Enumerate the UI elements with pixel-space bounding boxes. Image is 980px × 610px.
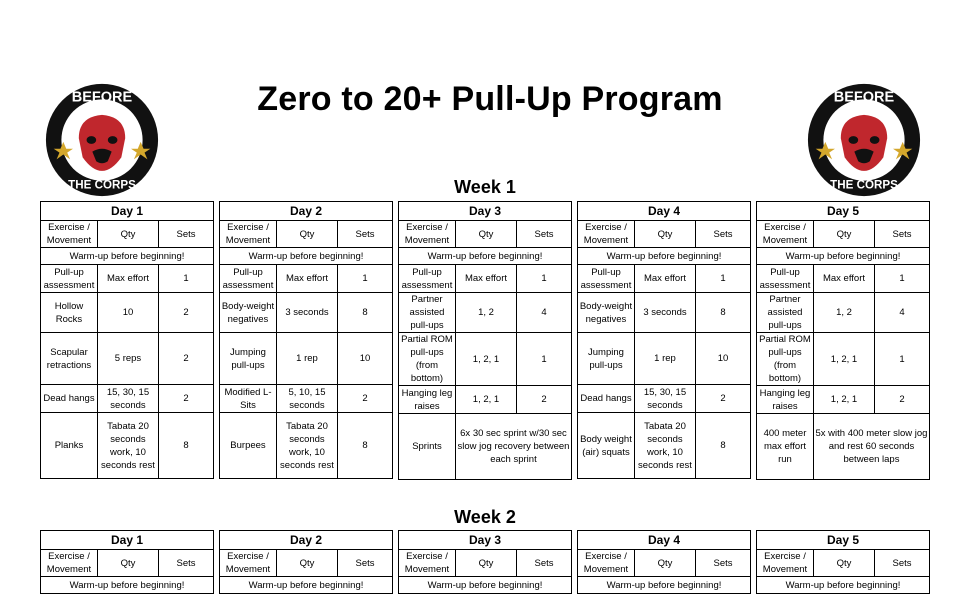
- table-row: [757, 386, 930, 414]
- sets-cell: 8: [338, 413, 393, 479]
- qty-cell: 1 rep: [634, 333, 695, 385]
- column-header-qty: Qty: [813, 221, 874, 248]
- exercise-cell: Hanging leg raises: [399, 386, 456, 414]
- page-title: Zero to 20+ Pull-Up Program: [257, 80, 723, 118]
- day-title: Day 2: [220, 202, 393, 221]
- column-header-sets: Sets: [517, 550, 572, 577]
- exercise-cell: Partial ROM pull-ups (from bottom): [399, 333, 456, 386]
- column-header-exercise: Exercise / Movement: [757, 550, 814, 577]
- qty-cell: 1, 2, 1: [813, 333, 874, 386]
- column-header-qty: Qty: [97, 550, 158, 577]
- day-table: [219, 530, 393, 594]
- column-header-sets: Sets: [159, 550, 214, 577]
- table-row: [757, 414, 930, 480]
- table-row: [220, 385, 393, 413]
- exercise-cell: Partial ROM pull-ups (from bottom): [757, 333, 814, 386]
- sets-cell: 2: [159, 333, 214, 385]
- sets-cell: 2: [875, 386, 930, 414]
- column-header-exercise: Exercise / Movement: [399, 221, 456, 248]
- column-header-exercise: Exercise / Movement: [578, 221, 635, 248]
- week-2-schedule: [40, 530, 932, 610]
- table-row: [41, 333, 214, 385]
- day-title: Day 3: [399, 202, 572, 221]
- sets-cell: 4: [517, 293, 572, 333]
- sets-cell: 1: [338, 265, 393, 293]
- column-header-exercise: Exercise / Movement: [578, 550, 635, 577]
- day-title: Day 4: [578, 202, 751, 221]
- column-header-exercise: Exercise / Movement: [41, 550, 98, 577]
- table-row: [220, 333, 393, 385]
- column-header-sets: Sets: [875, 550, 930, 577]
- column-header-qty: Qty: [276, 221, 337, 248]
- sets-cell: 8: [159, 413, 214, 479]
- exercise-cell: Pull-up assessment: [399, 265, 456, 293]
- column-header-exercise: Exercise / Movement: [399, 550, 456, 577]
- exercise-cell: Modified L-Sits: [220, 385, 277, 413]
- warmup-note: Warm-up before beginning!: [399, 577, 572, 594]
- table-row: [399, 333, 572, 386]
- sets-cell: 2: [517, 386, 572, 414]
- sets-cell: 8: [696, 413, 751, 479]
- column-header-qty: Qty: [455, 221, 516, 248]
- column-header-exercise: Exercise / Movement: [41, 221, 98, 248]
- exercise-cell: Dead hangs: [578, 385, 635, 413]
- column-header-sets: Sets: [696, 550, 751, 577]
- qty-cell: 5 reps: [97, 333, 158, 385]
- svg-text:BEFORE: BEFORE: [833, 89, 895, 106]
- table-row: [399, 265, 572, 293]
- day-table: [577, 530, 751, 594]
- sets-cell: 2: [338, 385, 393, 413]
- qty-cell: Max effort: [634, 265, 695, 293]
- exercise-cell: Scapular retractions: [41, 333, 98, 385]
- column-header-sets: Sets: [338, 221, 393, 248]
- qty-cell: Tabata 20 seconds work, 10 seconds rest: [276, 413, 337, 479]
- exercise-cell: Burpees: [220, 413, 277, 479]
- exercise-cell: Pull-up assessment: [220, 265, 277, 293]
- day-table: [398, 201, 572, 480]
- exercise-cell: Body-weight negatives: [220, 293, 277, 333]
- qty-cell: 15, 30, 15 seconds: [97, 385, 158, 413]
- qty-cell: Max effort: [455, 265, 516, 293]
- day-table: [398, 530, 572, 594]
- exercise-cell: Planks: [41, 413, 98, 479]
- warmup-note: Warm-up before beginning!: [220, 248, 393, 265]
- column-header-sets: Sets: [338, 550, 393, 577]
- qty-cell: Max effort: [276, 265, 337, 293]
- day-table: [40, 201, 214, 479]
- week-1-heading: Week 1: [454, 177, 516, 197]
- exercise-cell: Partner assisted pull-ups: [757, 293, 814, 333]
- sets-cell: 8: [338, 293, 393, 333]
- day-title: Day 5: [757, 202, 930, 221]
- exercise-cell: Hanging leg raises: [757, 386, 814, 414]
- table-row: [399, 386, 572, 414]
- day-table: [219, 201, 393, 479]
- table-row: [399, 293, 572, 333]
- qty-sets-cell: 5x with 400 meter slow jog and rest 60 seconds between laps: [813, 414, 929, 480]
- svg-text:THE CORPS: THE CORPS: [830, 178, 898, 192]
- sets-cell: 2: [696, 385, 751, 413]
- qty-cell: Max effort: [813, 265, 874, 293]
- sets-cell: 1: [159, 265, 214, 293]
- exercise-cell: Pull-up assessment: [41, 265, 98, 293]
- warmup-note: Warm-up before beginning!: [757, 248, 930, 265]
- column-header-qty: Qty: [276, 550, 337, 577]
- qty-cell: 1, 2, 1: [813, 386, 874, 414]
- column-header-qty: Qty: [97, 221, 158, 248]
- table-row: [578, 293, 751, 333]
- qty-cell: Max effort: [97, 265, 158, 293]
- qty-cell: Tabata 20 seconds work, 10 seconds rest: [634, 413, 695, 479]
- table-row: [220, 265, 393, 293]
- qty-cell: 1, 2: [455, 293, 516, 333]
- sets-cell: 4: [875, 293, 930, 333]
- exercise-cell: Hollow Rocks: [41, 293, 98, 333]
- day-title: Day 1: [41, 531, 214, 550]
- day-title: Day 3: [399, 531, 572, 550]
- exercise-cell: Jumping pull-ups: [220, 333, 277, 385]
- table-row: [578, 385, 751, 413]
- table-row: [220, 293, 393, 333]
- exercise-cell: Body-weight negatives: [578, 293, 635, 333]
- sets-cell: 2: [159, 293, 214, 333]
- sets-cell: 8: [696, 293, 751, 333]
- column-header-qty: Qty: [455, 550, 516, 577]
- sets-cell: 2: [159, 385, 214, 413]
- exercise-cell: Body weight (air) squats: [578, 413, 635, 479]
- column-header-exercise: Exercise / Movement: [220, 221, 277, 248]
- week-2-heading: Week 2: [454, 507, 516, 527]
- table-row: [41, 265, 214, 293]
- exercise-cell: Pull-up assessment: [578, 265, 635, 293]
- exercise-cell: Pull-up assessment: [757, 265, 814, 293]
- column-header-qty: Qty: [813, 550, 874, 577]
- table-row: [41, 413, 214, 479]
- qty-sets-cell: 6x 30 sec sprint w/30 sec slow jog recovery between each sprint: [455, 414, 571, 480]
- table-row: [578, 265, 751, 293]
- sets-cell: 1: [517, 265, 572, 293]
- qty-cell: 3 seconds: [634, 293, 695, 333]
- day-title: Day 4: [578, 531, 751, 550]
- table-row: [578, 413, 751, 479]
- exercise-cell: Jumping pull-ups: [578, 333, 635, 385]
- day-table: [756, 201, 930, 480]
- day-title: Day 1: [41, 202, 214, 221]
- table-row: [757, 265, 930, 293]
- warmup-note: Warm-up before beginning!: [757, 577, 930, 594]
- table-row: [41, 385, 214, 413]
- qty-cell: Tabata 20 seconds work, 10 seconds rest: [97, 413, 158, 479]
- column-header-exercise: Exercise / Movement: [220, 550, 277, 577]
- table-row: [757, 333, 930, 386]
- day-title: Day 5: [757, 531, 930, 550]
- exercise-cell: Dead hangs: [41, 385, 98, 413]
- qty-cell: 1, 2: [813, 293, 874, 333]
- sets-cell: 1: [517, 333, 572, 386]
- qty-cell: 1, 2, 1: [455, 386, 516, 414]
- table-row: [220, 413, 393, 479]
- sets-cell: 10: [338, 333, 393, 385]
- column-header-qty: Qty: [634, 221, 695, 248]
- column-header-sets: Sets: [875, 221, 930, 248]
- sets-cell: 1: [696, 265, 751, 293]
- warmup-note: Warm-up before beginning!: [41, 577, 214, 594]
- exercise-cell: 400 meter max effort run: [757, 414, 814, 480]
- warmup-note: Warm-up before beginning!: [578, 248, 751, 265]
- qty-cell: 5, 10, 15 seconds: [276, 385, 337, 413]
- week-1-schedule: [40, 201, 932, 480]
- table-row: [399, 414, 572, 480]
- sets-cell: 1: [875, 265, 930, 293]
- svg-text:BEFORE: BEFORE: [71, 89, 133, 106]
- qty-cell: 3 seconds: [276, 293, 337, 333]
- qty-cell: 15, 30, 15 seconds: [634, 385, 695, 413]
- qty-cell: 1 rep: [276, 333, 337, 385]
- table-row: [757, 293, 930, 333]
- column-header-exercise: Exercise / Movement: [757, 221, 814, 248]
- warmup-note: Warm-up before beginning!: [578, 577, 751, 594]
- day-table: [40, 530, 214, 594]
- column-header-sets: Sets: [696, 221, 751, 248]
- sets-cell: 1: [875, 333, 930, 386]
- exercise-cell: Sprints: [399, 414, 456, 480]
- warmup-note: Warm-up before beginning!: [399, 248, 572, 265]
- qty-cell: 10: [97, 293, 158, 333]
- column-header-qty: Qty: [634, 550, 695, 577]
- warmup-note: Warm-up before beginning!: [220, 577, 393, 594]
- svg-text:THE CORPS: THE CORPS: [68, 178, 136, 192]
- column-header-sets: Sets: [517, 221, 572, 248]
- table-row: [41, 293, 214, 333]
- column-header-sets: Sets: [159, 221, 214, 248]
- qty-cell: 1, 2, 1: [455, 333, 516, 386]
- day-table: [577, 201, 751, 479]
- day-table: [756, 530, 930, 594]
- sets-cell: 10: [696, 333, 751, 385]
- exercise-cell: Partner assisted pull-ups: [399, 293, 456, 333]
- warmup-note: Warm-up before beginning!: [41, 248, 214, 265]
- table-row: [578, 333, 751, 385]
- day-title: Day 2: [220, 531, 393, 550]
